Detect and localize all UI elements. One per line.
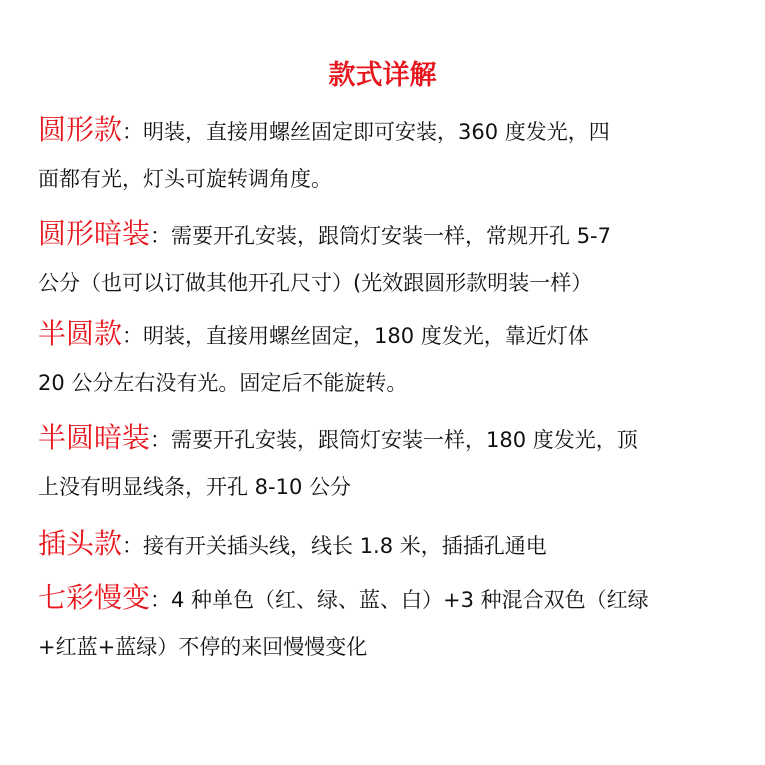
colon: ： — [150, 224, 172, 248]
style-label: 七彩慢变 — [38, 581, 151, 614]
description-line-2: +红蓝+蓝绿）不停的来回慢慢变化 — [38, 635, 368, 659]
description-line-2: 面都有光，灯头可旋转调角度。 — [38, 167, 332, 191]
colon: ： — [122, 324, 144, 348]
colon: ： — [122, 120, 144, 144]
style-label: 圆形暗装 — [38, 217, 151, 250]
style-label: 半圆款 — [38, 317, 123, 350]
style-item-plug — [38, 524, 738, 576]
description-line-2: 上没有明显线条，开孔 8-10 公分 — [38, 475, 352, 499]
page-title: 款式详解 — [328, 60, 437, 91]
colon: ： — [122, 534, 144, 558]
colon: ： — [150, 588, 172, 612]
description-line-1: 4 种单色（红、绿、蓝、白）+3 种混合双色（红绿 — [171, 588, 649, 612]
style-item-round — [38, 110, 738, 214]
style-item-color-change — [38, 578, 738, 682]
description-line-1: 明装，直接用螺丝固定即可安装，360 度发光，四 — [143, 120, 610, 144]
description-line-2: 公分（也可以订做其他开孔尺寸）(光效跟圆形款明装一样） — [38, 271, 593, 295]
style-label: 圆形款 — [38, 113, 123, 146]
style-label: 插头款 — [38, 527, 123, 560]
style-label: 半圆暗装 — [38, 421, 151, 454]
description-line-2: 20 公分左右没有光。固定后不能旋转。 — [38, 371, 408, 395]
colon: ： — [150, 428, 172, 452]
description-line-1: 需要开孔安装，跟筒灯安装一样，180 度发光，顶 — [171, 428, 638, 452]
description-line-1: 明装，直接用螺丝固定，180 度发光，靠近灯体 — [143, 324, 589, 348]
description-line-1: 需要开孔安装，跟筒灯安装一样，常规开孔 5-7 — [171, 224, 611, 248]
style-item-half-round-recessed — [38, 418, 738, 522]
style-item-round-recessed — [38, 214, 738, 318]
style-item-half-round — [38, 314, 738, 418]
description-line-1: 接有开关插头线，线长 1.8 米，插插孔通电 — [143, 534, 547, 558]
